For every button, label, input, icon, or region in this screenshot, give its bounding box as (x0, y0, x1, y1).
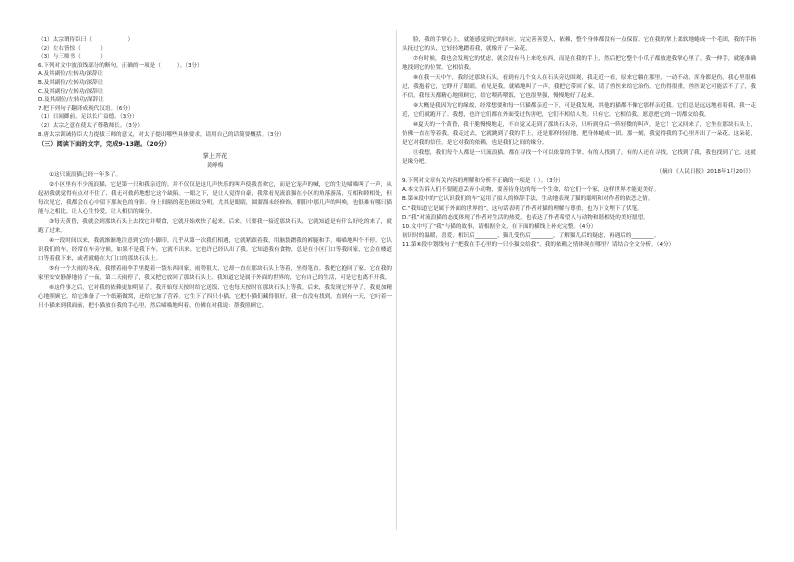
article-author: 黄峥梅 (206, 163, 224, 170)
option-line: C.及其副位/左转功/深辞让 (38, 88, 104, 95)
subquestion-line: （2）太宗之意在使太子尊敬师长。（3分） (38, 122, 144, 129)
option-line: B.及其副位/左转功/深辞让 (38, 79, 104, 86)
question-line: 6.下列对文中波浪线部分的断句，正确的一项是（ ）。（3分） (38, 62, 203, 69)
article-paragraph: ②小区里有不少流浪猫，它是第一只和我亲近的。并不仅仅是这几声快乐的叫声使我喜欢它，而是它宠声的喊，它的生边喵喵叫了一声，从起初我就觉得有点对不住了，我无可救药地想它这个缺陷。一眼之下，是让人觉得自豪，我常看见流浪猫在小区的角落游荡，互相和睦相处，但每次见它，我都会在心中留下那灰色的身影。身上间隔的花色斑纹分明，尤其是眼睛，圆溜溜未经修饰，朝阳中那几声的叫唤，也很难有哪只猫能与之相比，让人心生怜爱，让人相信的缘分。 (38, 181, 392, 216)
option-line: A.及其副位/左转功/深辞让 (38, 71, 104, 78)
column-divider (396, 30, 397, 530)
option-line: D.及其副位/左转功/深辞让 (38, 97, 104, 104)
question-line: 9.下列对文章有关内容的理解和分析不正确的一项是（ ）。（3分） (402, 178, 564, 185)
article-source: （摘自《人民日报》2018年1月20日） (656, 168, 754, 175)
option-line: C.“我知道它是属于外面的世界的”，这句话表明了作者对猫的理解与尊重，也为下文埋下了伏笔。 (402, 205, 643, 212)
subquestion-line: （3）与三师书（ ） (38, 54, 106, 61)
article-paragraph: ⑩夏天的一个黄昏，我干脆慢慢地走，不自觉又走到了那块石头旁，只听到身后一阵轻微的叫声，是它！它又回来了，它坐在那块石头上，仿佛一直在等着我。我走过去，它就跳到了我的手上，还是那样轻轻地，把身体蜷成一团。那一刻，我觉得我的手心里开出了一朵花。这朵花，是它对我的信任，是它对我的依赖，也是我们之间的缘分。 (402, 121, 756, 147)
subquestion-line: （1）太宗谓侍臣曰（ ） (38, 37, 134, 43)
article-paragraph: ③每天黄昏，我就会到那块石头上去找它并喂食，它就开始欢快了起来。后来，只要我一接近那块石头，它就知道是有什么好吃的来了，就跑了过来。 (38, 219, 392, 235)
option-line: D.“我”对流浪猫的态度体现了作者对生活的热爱，也表达了作者希望人与动物和谐相处的美好愿望。 (402, 214, 649, 221)
option-line: A.本文告诉人们不要随意丢弃小动物，要善待身边的每一个生命，给它们一个家，这样世界才能更美好。 (402, 187, 660, 194)
subquestion-line: （1）日闻御前，足以长广益德。（3分） (38, 114, 138, 121)
article-paragraph: ⑤有一个大雨的冬夜，我撑着雨伞手里提着一袋东西回家，雨势很大，它却一直在那块石头上等着，坐得笔直。我把它抱回了家。它在我的家里安安静静地待了一夜，第二天雨停了，我又把它放回了那块石头上。我知道它是属于外面的世界的，它有自己的生活，可是它也离不开我。 (38, 266, 392, 282)
answer-line: 初识时的温暖，喜爱，相识后________，猫儿受伤后________，了解猫儿后的疑虑，再遇后的________。 (402, 233, 660, 240)
question-line: 11.第⑥段中划线句子“把我在手心里的一只小猫交给我”，我的依赖之情体现在哪里？请结合全文分析。（4分） (402, 242, 675, 249)
subquestion-line: （2）左右皆惊（ ） (38, 45, 106, 52)
right-column (402, 36, 756, 251)
section-heading: （三）阅读下面的文字，完成9-13题。（20分） (38, 141, 171, 149)
article-paragraph: ⑦有时候，我也会发现它的忧虑，就会没有马上来吃东西，而是在我的手上，然后把它整个小爪子都放进我掌心里了。我一伸手，就能准确地找到它的位置，它相信我。 (402, 55, 756, 72)
article-paragraph: ⑧在我一天中午，我经过那块石头，看到有几个女人在石头旁边围观，我走近一看，原来它躺在那里，一动不动，浑身都是伤。我心里很难过，我抱着它，它睁开了眼睛，看见是我，就喵地叫了一声，我把它带回了家，请了兽医来给它治伤。它伤得很重，兽医说它可能活不了了，我不信，我每天都精心地照顾它，给它喂药喂饭，它也很坚强，慢慢地好了起来。 (402, 74, 756, 100)
article-paragraph: 脸，我的手掌心上，就能感觉到它的回应，完完善善爱人，依赖，整个身体都没有一点保留。它在我的掌上柔软地蜷成一个毛团，我的手指头抚过它的头，它轻轻地蹭着我，就像开了一朵花。 (402, 37, 756, 53)
article-paragraph: ④一段时间以来，我就渐渐地注意到它的小脚印。几乎从第一次我们相遇，它就紧跟着我，用脑袋蹭我的裤腿和手，喵喵地叫个不停。它认识我们的车，经常在车旁守候，如果不是我下车，它就不出来。它也许已经认出了我。它知道我有食物，总是在小区门口等我回家，它会在楼道口等着我下来，或者就蜷在大门口的那块石头上。 (38, 238, 392, 263)
article-paragraph: ①这只流浪猫已经一年多了。 (49, 172, 122, 179)
article-paragraph: ⑨大概是我因为它的缘故，经常想要和每一只猫都亲近一下，可是我发现，其他的猫都不像它那样亲近我。它们总是远远地看着我，我一走近，它们就跑开了。我想，也许它们都在外面受过伤害吧，它们不相信人类。只有它，它相信我，愿意把它的一切都交给我。 (402, 102, 756, 119)
option-line: B.第④段中的“它认识我们的车”运用了拟人的修辞手法，生动地表现了猫的聪明和对作者的依恋之情。 (402, 196, 654, 203)
left-column (38, 36, 392, 312)
question-line: 7.把下列句子翻译成现代汉语。（6分） (38, 105, 134, 112)
question-line: 8.唐太宗训诫侍臣大力提拔三师的意义，对太子提出哪些具体要求，请用自己的话简要概括。（3分） (38, 131, 285, 138)
question-line: 10.文中写了“我”与猫的故事，请根据全文，在下面的横线上补充完整。（4分） (402, 224, 597, 231)
article-paragraph: ⑪我想，我们每个人都是一只流浪猫，都在寻找一个可以依靠的手掌。有的人找到了，有的人还在寻找。它找到了我，我也找到了它。这就是缘分吧。 (402, 149, 756, 166)
article-paragraph: ⑥这件事之后，它对我的依赖更加明显了。我开始每天按时给它送饭，它也每天按时在那块石头上等我。后来，我发现它怀孕了，我更加精心地照顾它，给它准备了一个纸箱做窝，还给它加了营养。它生下了四只小猫，它把小猫们藏得很好，我一直没有找到。直到有一天，它叼着一只小猫来到我面前，把小猫放在我的手心里，然后喵喵地叫着，仿佛在对我说：帮我照顾它。 (38, 285, 392, 310)
article-title: 掌上开花 (202, 153, 228, 161)
